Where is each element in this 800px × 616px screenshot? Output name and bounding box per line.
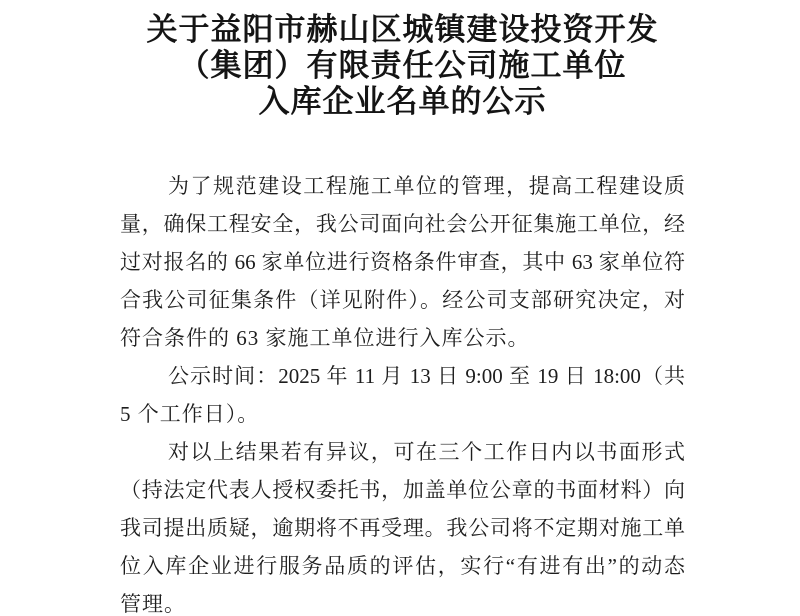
title-line-2: （集团）有限责任公司施工单位 <box>178 48 627 83</box>
paragraph-objection <box>120 433 685 616</box>
body-line: 我司提出质疑，逾期将不再受理。我公司将不定期对施工单 <box>120 516 685 540</box>
document-title <box>120 12 685 120</box>
document-body <box>120 167 685 616</box>
title-line-3: 入库企业名单的公示 <box>258 84 547 119</box>
body-line: 公示时间：2025 年 11 月 13 日 9:00 至 19 日 18:00（共 <box>168 364 685 388</box>
body-line: 过对报名的 66 家单位进行资格条件审查，其中 63 家单位符 <box>120 250 685 274</box>
body-line: （持法定代表人授权委托书，加盖单位公章的书面材料）向 <box>120 478 685 502</box>
paragraph-publicity-time <box>120 357 685 433</box>
body-line: 合我公司征集条件（详见附件）。经公司支部研究决定，对 <box>120 288 685 312</box>
body-line: 量，确保工程安全，我公司面向社会公开征集施工单位，经 <box>120 212 685 236</box>
title-line-1: 关于益阳市赫山区城镇建设投资开发 <box>146 12 659 47</box>
body-line: 为了规范建设工程施工单位的管理，提高工程建设质 <box>168 174 685 198</box>
body-line: 位入库企业进行服务品质的评估，实行“有进有出”的动态 <box>120 554 685 578</box>
body-line: 管理。 <box>120 592 186 616</box>
body-line: 符合条件的 63 家施工单位进行入库公示。 <box>120 326 530 350</box>
body-line: 5 个工作日）。 <box>120 402 260 426</box>
body-line: 对以上结果若有异议，可在三个工作日内以书面形式 <box>168 440 685 464</box>
paragraph-intro <box>120 167 685 357</box>
